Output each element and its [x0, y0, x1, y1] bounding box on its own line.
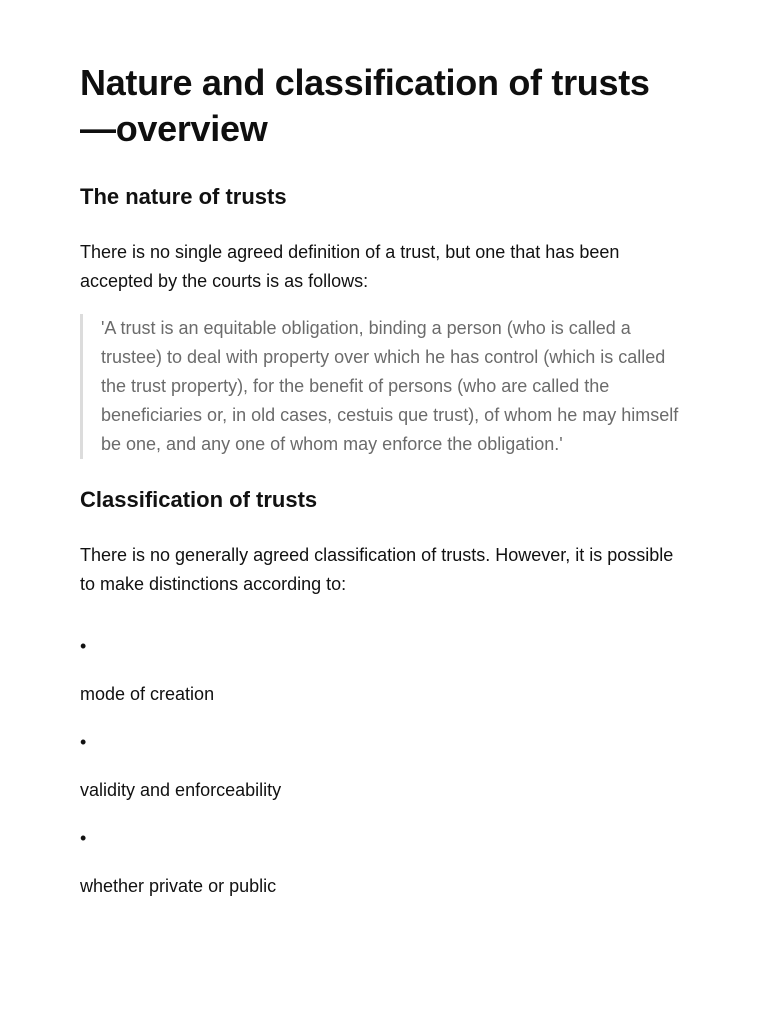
- section-heading-nature: The nature of trusts: [80, 184, 287, 209]
- list-item: [80, 632, 688, 709]
- nature-paragraph: There is no single agreed definition of a trust, but one that has been accepted by the courts is as follows:: [80, 242, 620, 291]
- section-heading-classification: Classification of trusts: [80, 487, 318, 512]
- list-item-text: validity and enforceability: [80, 780, 282, 800]
- classification-list: [80, 632, 688, 901]
- list-item: [80, 728, 688, 805]
- bullet-icon: •: [80, 828, 87, 848]
- list-item-text: mode of creation: [80, 684, 215, 704]
- classification-paragraph: There is no generally agreed classification of trusts. However, it is possible to make distinctions according to:: [80, 545, 674, 594]
- list-item-text: whether private or public: [80, 876, 277, 896]
- bullet-icon: •: [80, 636, 87, 656]
- list-item: [80, 824, 688, 901]
- page-title: Nature and classification of trusts—overview: [80, 62, 650, 149]
- bullet-icon: •: [80, 732, 87, 752]
- definition-quote: 'A trust is an equitable obligation, binding a person (who is called a trustee) to deal with property over which he has control (which is called the trust property), for the benefit of persons (who are called the beneficiaries or, in old cases, cestuis que trust), of whom he may himself be one, and any one of whom may enforce the obligation.': [80, 314, 681, 459]
